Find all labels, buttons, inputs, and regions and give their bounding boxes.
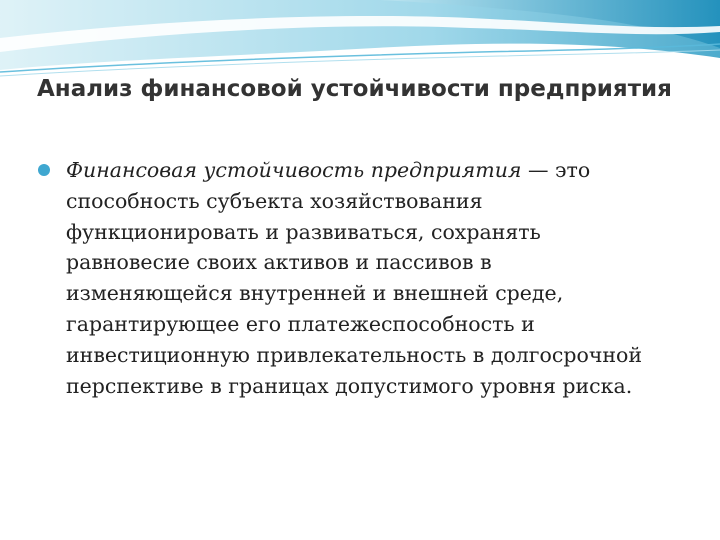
bullet-dot-icon bbox=[38, 164, 50, 176]
slide-title: Анализ финансовой устойчивости предприятия bbox=[37, 76, 672, 102]
bullet-body-text: — это способность субъекта хозяйствования функционировать и развиваться, сохранять равновесие своих активов и пассивов в изменяющейся внутренней и внешней среде, гарантирующее его платежеспособность и инвестиционную привлекательность в долгосрочной перспективе в границах допустимого уровня риска. bbox=[66, 158, 643, 398]
bullet-item bbox=[37, 155, 657, 401]
bullet-lead-text: Финансовая устойчивость предприятия bbox=[66, 158, 522, 182]
slide-body bbox=[37, 155, 657, 401]
